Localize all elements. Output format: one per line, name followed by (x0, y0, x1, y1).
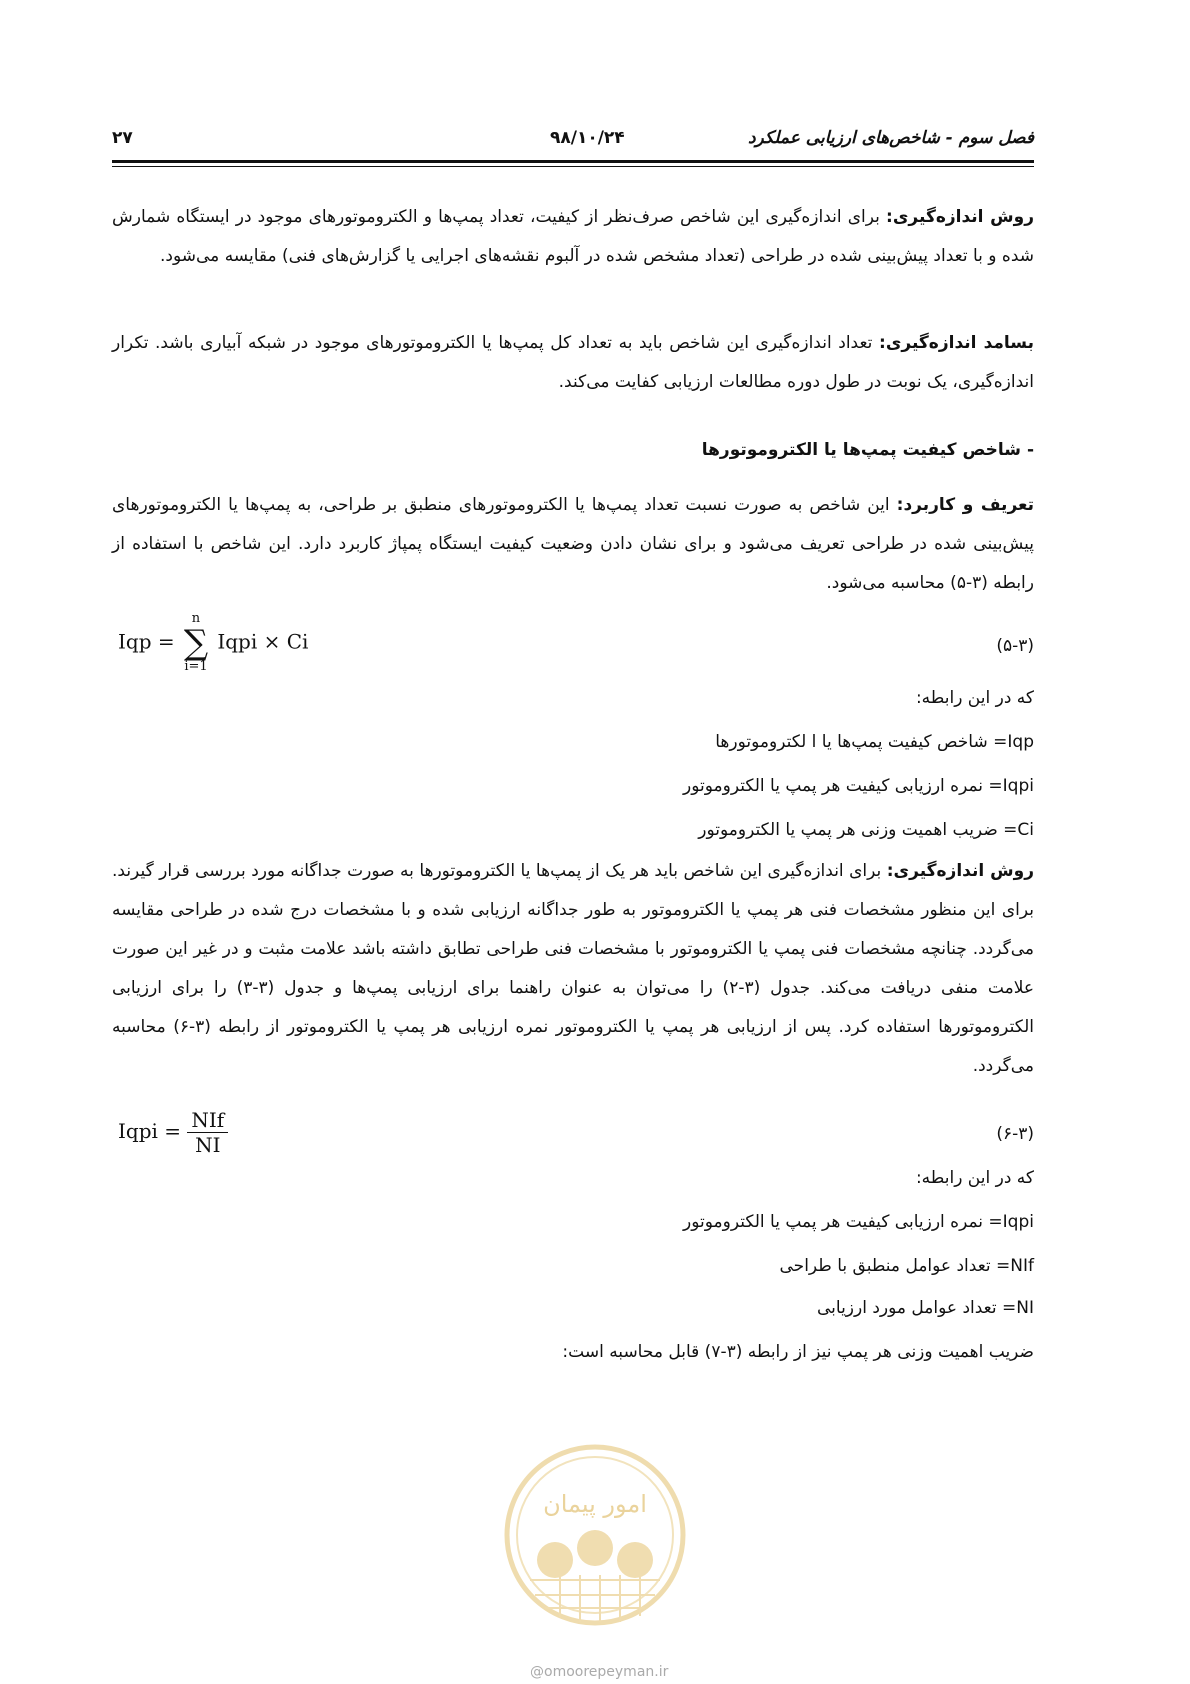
sigma-upper: n (191, 611, 201, 626)
para-heading: بسامد اندازه‌گیری: (879, 333, 1034, 353)
equation-6-3 (118, 1108, 228, 1157)
watermark-text: امور پیمان (543, 1490, 647, 1518)
equation-number: (۶-۳) (996, 1124, 1034, 1144)
definition-iqpi: Iqpi= نمره ارزیابی کیفیت هر پمپ یا الکتروموتور (683, 1212, 1034, 1232)
header-date: ۹۸/۱۰/۲۴ (550, 128, 625, 148)
para-heading: روش اندازه‌گیری: (886, 207, 1034, 227)
sigma-lower: i=1 (184, 659, 208, 674)
watermark-url: @omoorepeyman.ir (530, 1664, 669, 1680)
paragraph-measurement-method-2 (112, 852, 1034, 1086)
header-rule-thin (112, 166, 1034, 167)
section-title: - شاخص کیفیت پمپ‌ها یا الکتروموتورها (701, 440, 1034, 460)
header-rule-thick (112, 160, 1034, 163)
equation-5-3 (118, 612, 308, 674)
watermark-logo-icon (500, 1440, 690, 1630)
fraction-denominator: NI (195, 1133, 221, 1157)
equation-number: (۵-۳) (996, 636, 1034, 656)
para-text: این شاخص به صورت نسبت تعداد پمپ‌ها یا الکتروموتورهای منطبق بر طراحی، به پمپ‌ها یا الکتروموتورهای پیش‌بینی شده در طراحی تعریف می‌شود و برای نشان دادن وضعیت کیفیت ایستگاه پمپاژ کاربرد دارد. این شاخص با استفاده از رابطه (۳-۵) محاسبه می‌شود. (112, 495, 1034, 593)
definition-iqp: Iqp= شاخص کیفیت پمپ‌ها یا ا لکتروموتورها (715, 732, 1034, 752)
para-text: تعداد اندازه‌گیری این شاخص باید به تعداد کل پمپ‌ها یا الکتروموتورهای موجود در شبکه آبیاری باشد. تکرار اندازه‌گیری، یک نوبت در طول دوره مطالعات ارزیابی کفایت می‌کند. (112, 333, 1034, 392)
definition-ni: NI= تعداد عوامل مورد ارزیابی (817, 1298, 1034, 1318)
paragraph-measurement-method (112, 198, 1034, 276)
para-heading: تعریف و کاربرد: (896, 495, 1034, 515)
fraction (187, 1108, 228, 1157)
para-heading: روش اندازه‌گیری: (886, 861, 1034, 881)
eq-lhs: Iqp = (118, 629, 175, 654)
paragraph-measurement-frequency (112, 324, 1034, 402)
eq-lhs: Iqpi = (118, 1119, 182, 1143)
where-label: که در این رابطه: (915, 688, 1034, 708)
page-header (112, 128, 1034, 158)
eq-rhs: Iqpi × Ci (217, 629, 309, 654)
page-number: ۲۷ (112, 128, 133, 148)
para-text: برای اندازه‌گیری این شاخص صرف‌نظر از کیفیت، تعداد پمپ‌ها و الکتروموتورهای موجود در ایستگاه شمارش شده و با تعداد پیش‌بینی شده در طراحی (تعداد مشخص شده در آلبوم نقشه‌های اجرایی یا گزارش‌های فنی) مقایسه می‌شود. (112, 207, 1034, 266)
paragraph-definition (112, 486, 1034, 603)
where-label: که در این رابطه: (915, 1168, 1034, 1188)
last-line: ضریب اهمیت وزنی هر پمپ نیز از رابطه (۳-۷) قابل محاسبه است: (562, 1342, 1034, 1362)
chapter-title: فصل سوم - شاخص‌های ارزیابی عملکرد (747, 128, 1034, 148)
definition-nif: NIf= تعداد عوامل منطبق با طراحی (779, 1256, 1034, 1276)
definition-ci: Ci= ضریب اهمیت وزنی هر پمپ یا الکتروموتور (698, 820, 1034, 840)
definition-iqpi: Iqpi= نمره ارزیابی کیفیت هر پمپ یا الکتروموتور (683, 776, 1034, 796)
para-text: برای اندازه‌گیری این شاخص باید هر یک از پمپ‌ها یا الکتروموتورها به صورت جداگانه مورد بررسی قرار گیرند. برای این منظور مشخصات فنی هر پمپ یا الکتروموتور به طور جداگانه ارزیابی شده و با مشخصات درج شده در طراحی مقایسه می‌گردد. چنانچه مشخصات فنی پمپ یا الکتروموتور با مشخصات فنی طراحی تطابق داشته باشد علامت مثبت و در غیر این صورت علامت منفی دریافت می‌کند. جدول (۳-۲) را می‌توان به عنوان راهنما برای ارزیابی پمپ‌ها و جدول (۳-۳) را برای ارزیابی الکتروموتورها استفاده کرد. پس از ارزیابی هر پمپ یا الکتروموتور نمره ارزیابی هر پمپ یا الکتروموتور از رابطه (۳-۶) محاسبه می‌گردد. (112, 861, 1034, 1076)
fraction-numerator: NIf (187, 1108, 228, 1133)
summation-symbol: n ∑ i=1 (181, 612, 211, 674)
